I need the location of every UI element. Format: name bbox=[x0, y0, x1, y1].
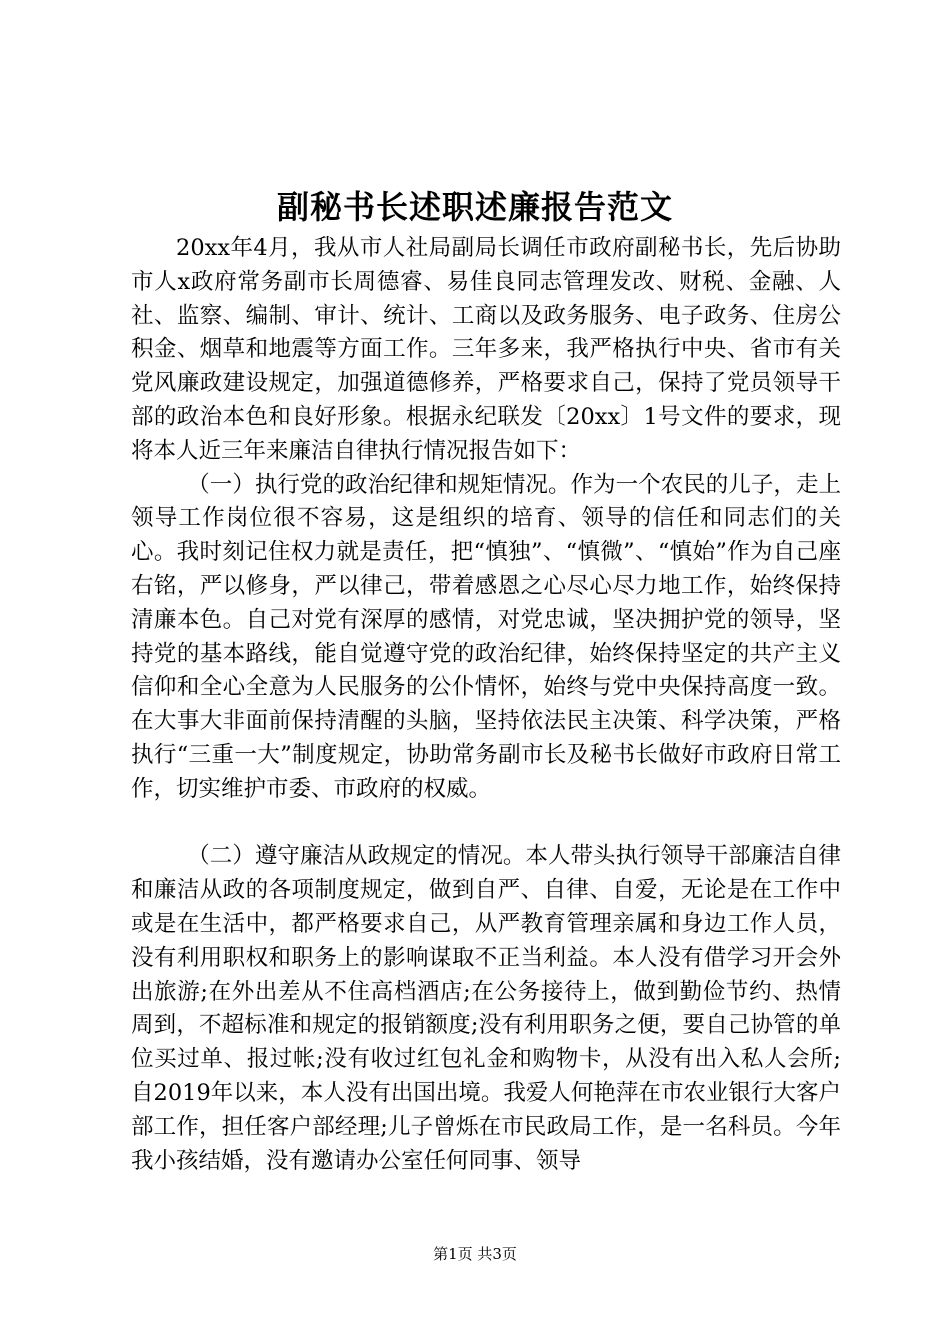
document-body bbox=[131, 232, 841, 1178]
paragraph-section-2: （二）遵守廉洁从政规定的情况。本人带头执行领导干部廉洁自律和廉洁从政的各项制度规定，做到自严、自律、自爱，无论是在工作中或是在生活中，都严格要求自己，从严教育管理亲属和身边工作人员，没有利用职权和职务上的影响谋取不正当利益。本人没有借学习开会外出旅游;在外出差从不住高档酒店;在公务接待上，做到勤俭节约、热情周到，不超标准和规定的报销额度;没有利用职务之便，要自己协管的单位买过单、报过帐;没有收过红包礼金和购物卡，从没有出入私人会所;自2019年以来，本人没有出国出境。我爱人何艳萍在市农业银行大客户部工作，担任客户部经理;儿子曾烁在市民政局工作，是一名科员。今年我小孩结婚，没有邀请办公室任何同事、领导 bbox=[131, 843, 841, 1174]
paragraph-spacer bbox=[131, 807, 841, 841]
paragraph-intro: 20xx年4月，我从市人社局副局长调任市政府副秘书长，先后协助市人x政府常务副市长周德睿、易佳良同志管理发改、财税、金融、人社、监察、编制、审计、统计、工商以及政务服务、电子政务、住房公积金、烟草和地震等方面工作。三年多来，我严格执行中央、省市有关党风廉政建设规定，加强道德修养，严格要求自己，保持了党员领导干部的政治本色和良好形象。根据永纪联发〔20xx〕1号文件的要求，现将本人近三年来廉洁自律执行情况报告如下： bbox=[131, 235, 841, 464]
paragraph-section-1: （一）执行党的政治纪律和规矩情况。作为一个农民的儿子，走上领导工作岗位很不容易，这是组织的培育、领导的信任和同志们的关心。我时刻记住权力就是责任，把“慎独”、“慎微”、“慎始”作为自己座右铭，严以修身，严以律己，带着感恩之心尽心尽力地工作，始终保持清廉本色。自己对党有深厚的感情，对党忠诚，坚决拥护党的领导，坚持党的基本路线，能自觉遵守党的政治纪律，始终保持坚定的共产主义信仰和全心全意为人民服务的公仆情怀，始终与党中央保持高度一致。在大事大非面前保持清醒的头脑，坚持依法民主决策、科学决策，严格执行“三重一大”制度规定，协助常务副市长及秘书长做好市政府日常工作，切实维护市委、市政府的权威。 bbox=[131, 471, 841, 802]
page-footer: 第1页 共3页 bbox=[433, 1245, 517, 1263]
document-title: 副秘书长述职述廉报告范文 bbox=[276, 188, 673, 226]
